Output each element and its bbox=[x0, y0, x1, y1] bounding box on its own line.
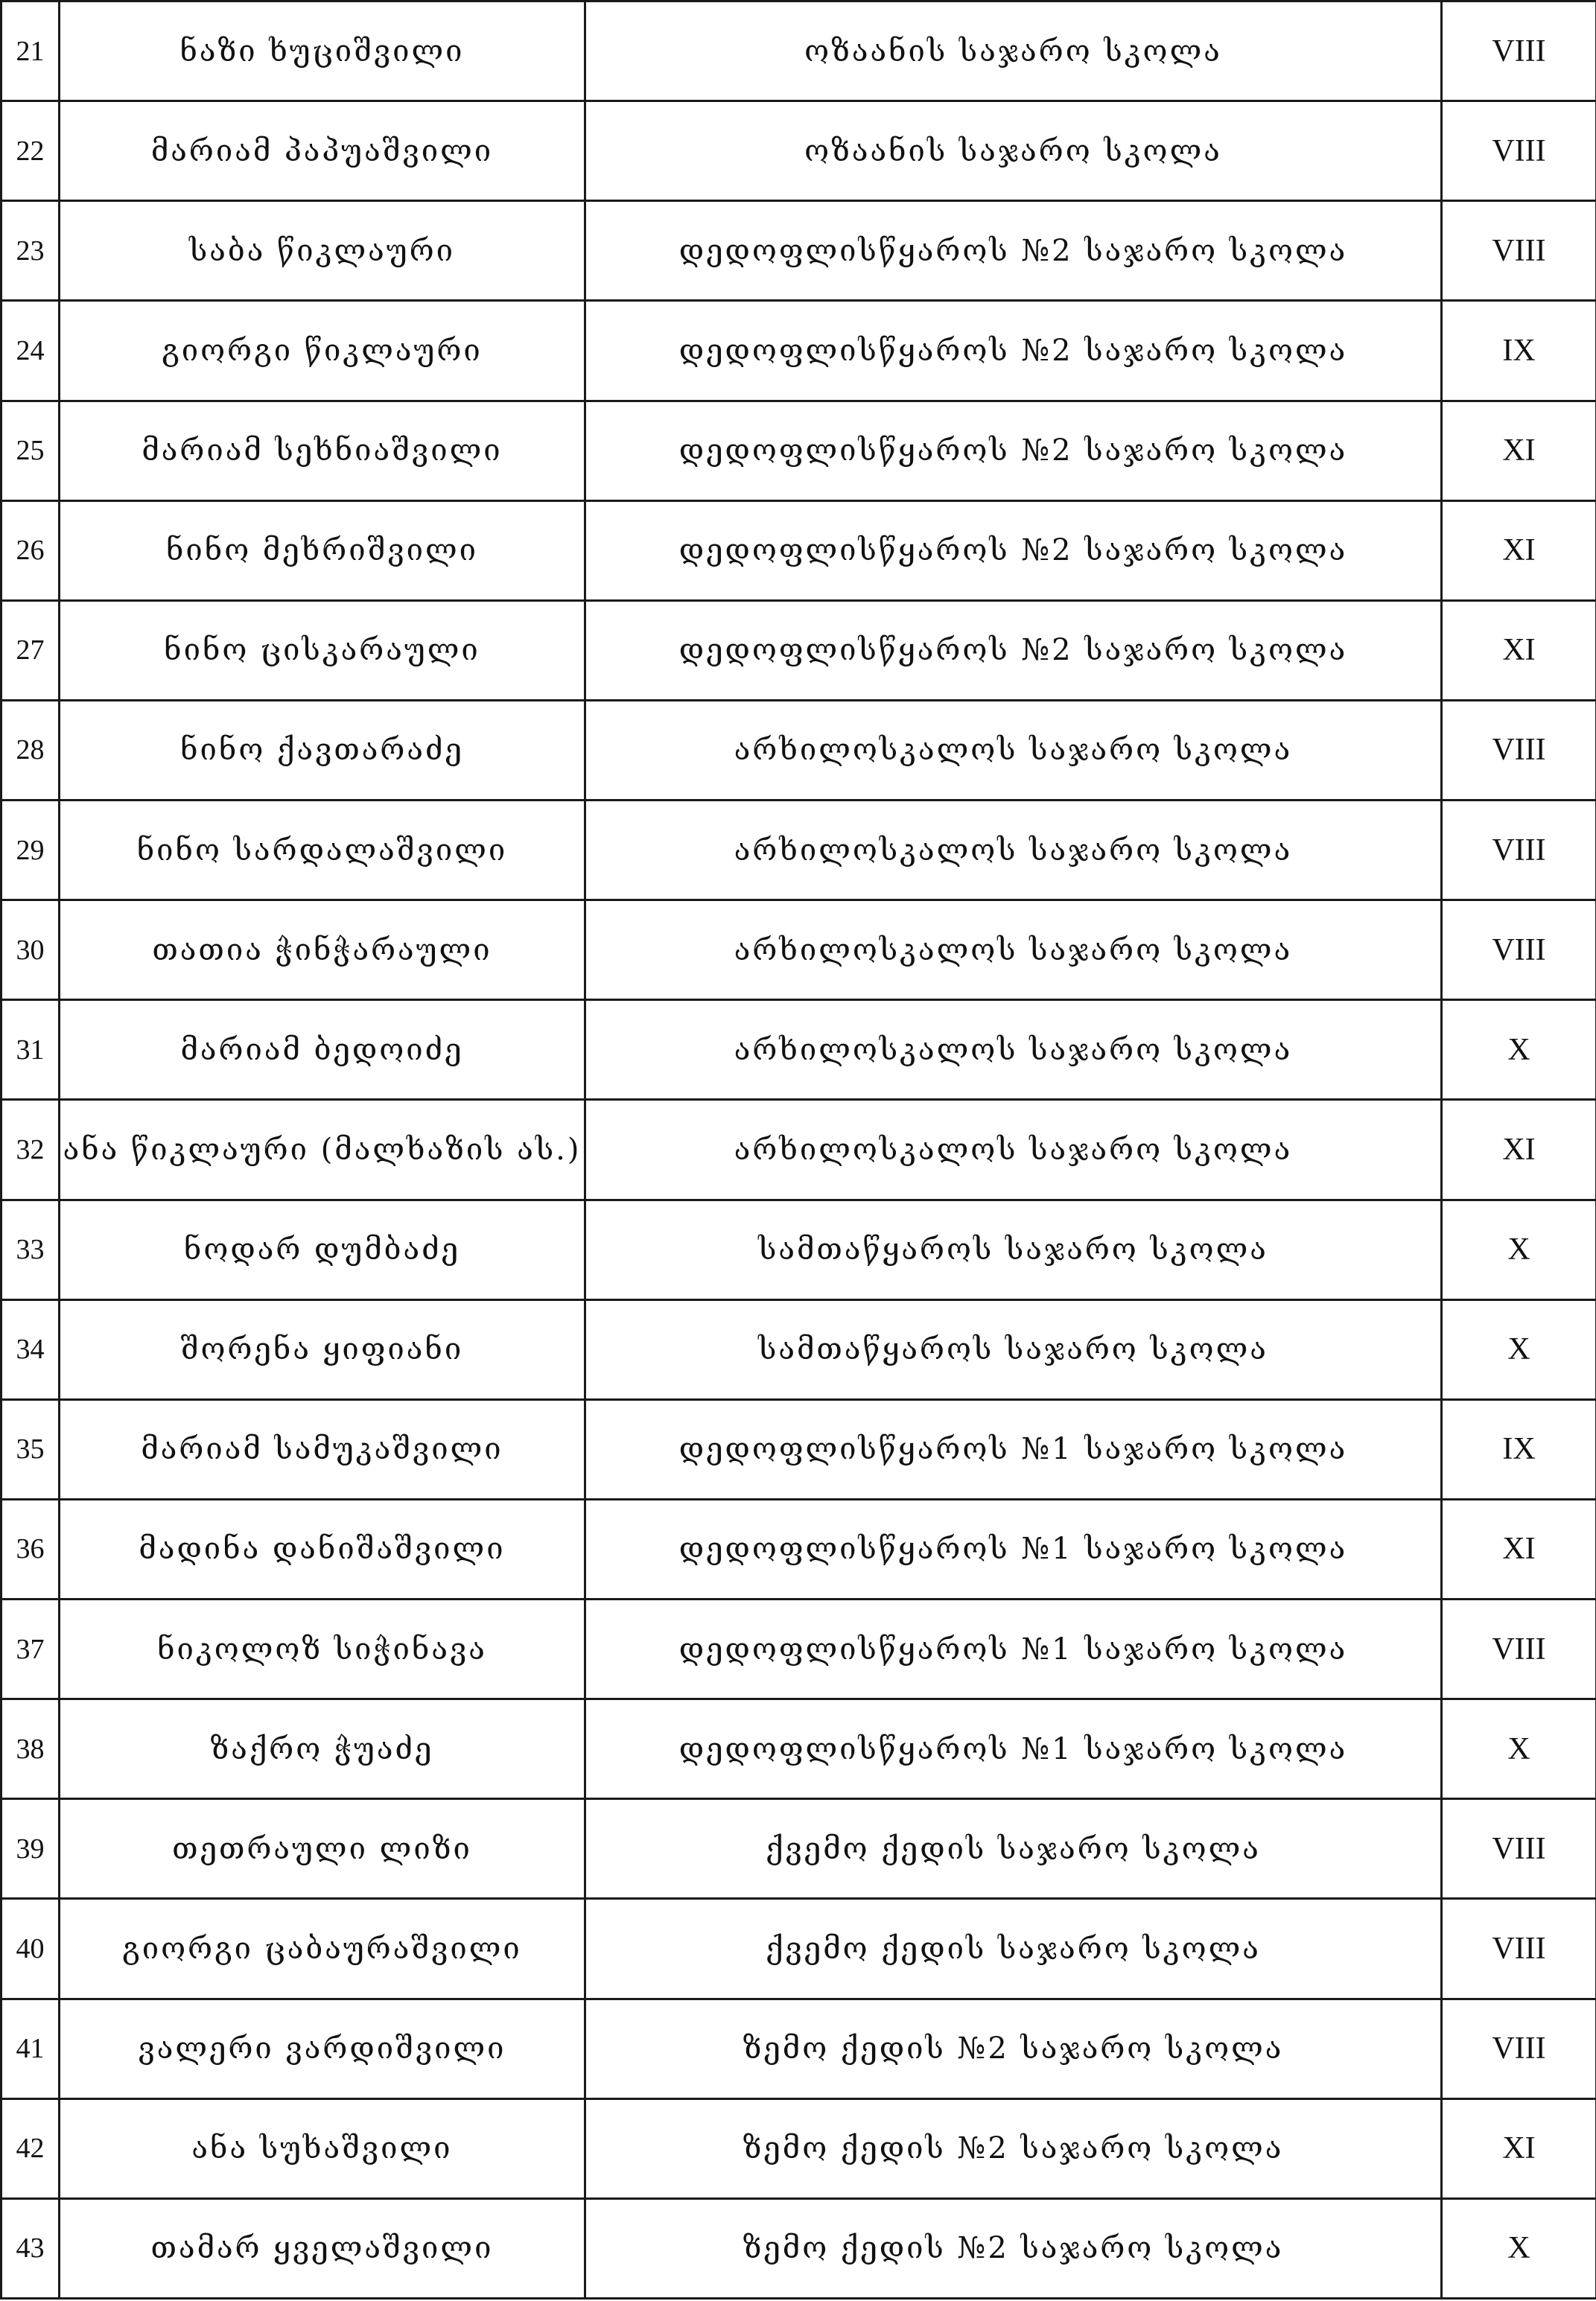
grade-level: VIII bbox=[1442, 1, 1596, 101]
table-row bbox=[1, 301, 1596, 401]
student-name: მარიამ ბედოიძე bbox=[60, 1000, 585, 1100]
grade-level: VIII bbox=[1442, 700, 1596, 800]
table-row bbox=[1, 1600, 1596, 1699]
school-name: არხილოსკალოს საჯარო სკოლა bbox=[585, 900, 1442, 1000]
row-number: 30 bbox=[1, 900, 60, 1000]
grade-level: VIII bbox=[1442, 201, 1596, 301]
school-name: დედოფლისწყაროს №2 საჯარო სკოლა bbox=[585, 301, 1442, 401]
row-number: 36 bbox=[1, 1499, 60, 1599]
row-number: 27 bbox=[1, 600, 60, 700]
grade-level: XI bbox=[1442, 600, 1596, 700]
table-row bbox=[1, 1200, 1596, 1299]
student-name: ვალერი ვარდიშვილი bbox=[60, 1999, 585, 2098]
table-row bbox=[1, 500, 1596, 600]
row-number: 38 bbox=[1, 1699, 60, 1799]
grade-level: IX bbox=[1442, 301, 1596, 401]
school-name: დედოფლისწყაროს №2 საჯარო სკოლა bbox=[585, 201, 1442, 301]
row-number: 26 bbox=[1, 500, 60, 600]
school-name: სამთაწყაროს საჯარო სკოლა bbox=[585, 1200, 1442, 1299]
table-row bbox=[1, 1499, 1596, 1599]
table-row bbox=[1, 1799, 1596, 1899]
student-name: ნაზი ხუციშვილი bbox=[60, 1, 585, 101]
student-name: გიორგი ცაბაურაშვილი bbox=[60, 1899, 585, 1999]
student-name: ანა სუხაშვილი bbox=[60, 2098, 585, 2198]
row-number: 28 bbox=[1, 700, 60, 800]
grade-level: VIII bbox=[1442, 1600, 1596, 1699]
table-row bbox=[1, 1299, 1596, 1399]
school-name: სამთაწყაროს საჯარო სკოლა bbox=[585, 1299, 1442, 1399]
school-name: არხილოსკალოს საჯარო სკოლა bbox=[585, 1000, 1442, 1100]
table-row bbox=[1, 1399, 1596, 1499]
table-row bbox=[1, 1000, 1596, 1100]
grade-level: X bbox=[1442, 1699, 1596, 1799]
student-name: ნინო სარდალაშვილი bbox=[60, 801, 585, 900]
row-number: 40 bbox=[1, 1899, 60, 1999]
grade-level: XI bbox=[1442, 401, 1596, 500]
student-name: ნოდარ დუმბაძე bbox=[60, 1200, 585, 1299]
school-name: დედოფლისწყაროს №1 საჯარო სკოლა bbox=[585, 1499, 1442, 1599]
table-row bbox=[1, 900, 1596, 1000]
grade-level: VIII bbox=[1442, 101, 1596, 201]
row-number: 37 bbox=[1, 1600, 60, 1699]
row-number: 39 bbox=[1, 1799, 60, 1899]
student-name: მადინა დანიშაშვილი bbox=[60, 1499, 585, 1599]
table-row bbox=[1, 1100, 1596, 1200]
student-name: მარიამ სეხნიაშვილი bbox=[60, 401, 585, 500]
student-name: ნინო ცისკარაული bbox=[60, 600, 585, 700]
school-name: დედოფლისწყაროს №2 საჯარო სკოლა bbox=[585, 600, 1442, 700]
grade-level: XI bbox=[1442, 2098, 1596, 2198]
student-name: ნიკოლოზ სიჭინავა bbox=[60, 1600, 585, 1699]
grade-level: X bbox=[1442, 1299, 1596, 1399]
table-row bbox=[1, 700, 1596, 800]
row-number: 21 bbox=[1, 1, 60, 101]
school-name: არხილოსკალოს საჯარო სკოლა bbox=[585, 1100, 1442, 1200]
grade-level: XI bbox=[1442, 1100, 1596, 1200]
student-name: მარიამ პაპუაშვილი bbox=[60, 101, 585, 201]
table-row bbox=[1, 1899, 1596, 1999]
row-number: 35 bbox=[1, 1399, 60, 1499]
row-number: 29 bbox=[1, 801, 60, 900]
student-name: საბა წიკლაური bbox=[60, 201, 585, 301]
grade-level: VIII bbox=[1442, 900, 1596, 1000]
school-name: ზემო ქედის №2 საჯარო სკოლა bbox=[585, 2098, 1442, 2198]
student-name: გიორგი წიკლაური bbox=[60, 301, 585, 401]
table-row bbox=[1, 401, 1596, 500]
student-name: ნინო ქავთარაძე bbox=[60, 700, 585, 800]
table-row bbox=[1, 1, 1596, 101]
row-number: 34 bbox=[1, 1299, 60, 1399]
table-row bbox=[1, 2098, 1596, 2198]
grade-level: X bbox=[1442, 2198, 1596, 2298]
student-name: თეთრაული ლიზი bbox=[60, 1799, 585, 1899]
grade-level: VIII bbox=[1442, 801, 1596, 900]
row-number: 33 bbox=[1, 1200, 60, 1299]
student-name: თამარ ყველაშვილი bbox=[60, 2198, 585, 2298]
student-name: ზაქრო ჭუაძე bbox=[60, 1699, 585, 1799]
row-number: 22 bbox=[1, 101, 60, 201]
school-name: დედოფლისწყაროს №1 საჯარო სკოლა bbox=[585, 1399, 1442, 1499]
row-number: 24 bbox=[1, 301, 60, 401]
school-name: დედოფლისწყაროს №1 საჯარო სკოლა bbox=[585, 1699, 1442, 1799]
school-name: ქვემო ქედის საჯარო სკოლა bbox=[585, 1799, 1442, 1899]
school-name: არხილოსკალოს საჯარო სკოლა bbox=[585, 801, 1442, 900]
school-name: დედოფლისწყაროს №2 საჯარო სკოლა bbox=[585, 500, 1442, 600]
student-name: მარიამ სამუკაშვილი bbox=[60, 1399, 585, 1499]
grade-level: VIII bbox=[1442, 1999, 1596, 2098]
grade-level: XI bbox=[1442, 500, 1596, 600]
school-name: დედოფლისწყაროს №2 საჯარო სკოლა bbox=[585, 401, 1442, 500]
row-number: 43 bbox=[1, 2198, 60, 2298]
grade-level: VIII bbox=[1442, 1799, 1596, 1899]
roster-body bbox=[1, 1, 1596, 2299]
grade-level: VIII bbox=[1442, 1899, 1596, 1999]
student-name: ანა წიკლაური (მალხაზის ას.) bbox=[60, 1100, 585, 1200]
school-name: ზემო ქედის №2 საჯარო სკოლა bbox=[585, 2198, 1442, 2298]
school-name: დედოფლისწყაროს №1 საჯარო სკოლა bbox=[585, 1600, 1442, 1699]
school-name: ოზაანის საჯარო სკოლა bbox=[585, 1, 1442, 101]
school-name: ოზაანის საჯარო სკოლა bbox=[585, 101, 1442, 201]
row-number: 32 bbox=[1, 1100, 60, 1200]
table-row bbox=[1, 201, 1596, 301]
school-name: ქვემო ქედის საჯარო სკოლა bbox=[585, 1899, 1442, 1999]
row-number: 25 bbox=[1, 401, 60, 500]
row-number: 31 bbox=[1, 1000, 60, 1100]
table-row bbox=[1, 600, 1596, 700]
table-row bbox=[1, 101, 1596, 201]
table-row bbox=[1, 1999, 1596, 2098]
school-name: ზემო ქედის №2 საჯარო სკოლა bbox=[585, 1999, 1442, 2098]
student-name: თათია ჭინჭარაული bbox=[60, 900, 585, 1000]
grade-level: X bbox=[1442, 1000, 1596, 1100]
grade-level: IX bbox=[1442, 1399, 1596, 1499]
row-number: 23 bbox=[1, 201, 60, 301]
table-row bbox=[1, 801, 1596, 900]
student-name: შორენა ყიფიანი bbox=[60, 1299, 585, 1399]
table-row bbox=[1, 2198, 1596, 2298]
student-name: ნინო მეხრიშვილი bbox=[60, 500, 585, 600]
table-row bbox=[1, 1699, 1596, 1799]
grade-level: XI bbox=[1442, 1499, 1596, 1599]
row-number: 42 bbox=[1, 2098, 60, 2198]
school-name: არხილოსკალოს საჯარო სკოლა bbox=[585, 700, 1442, 800]
row-number: 41 bbox=[1, 1999, 60, 2098]
grade-level: X bbox=[1442, 1200, 1596, 1299]
